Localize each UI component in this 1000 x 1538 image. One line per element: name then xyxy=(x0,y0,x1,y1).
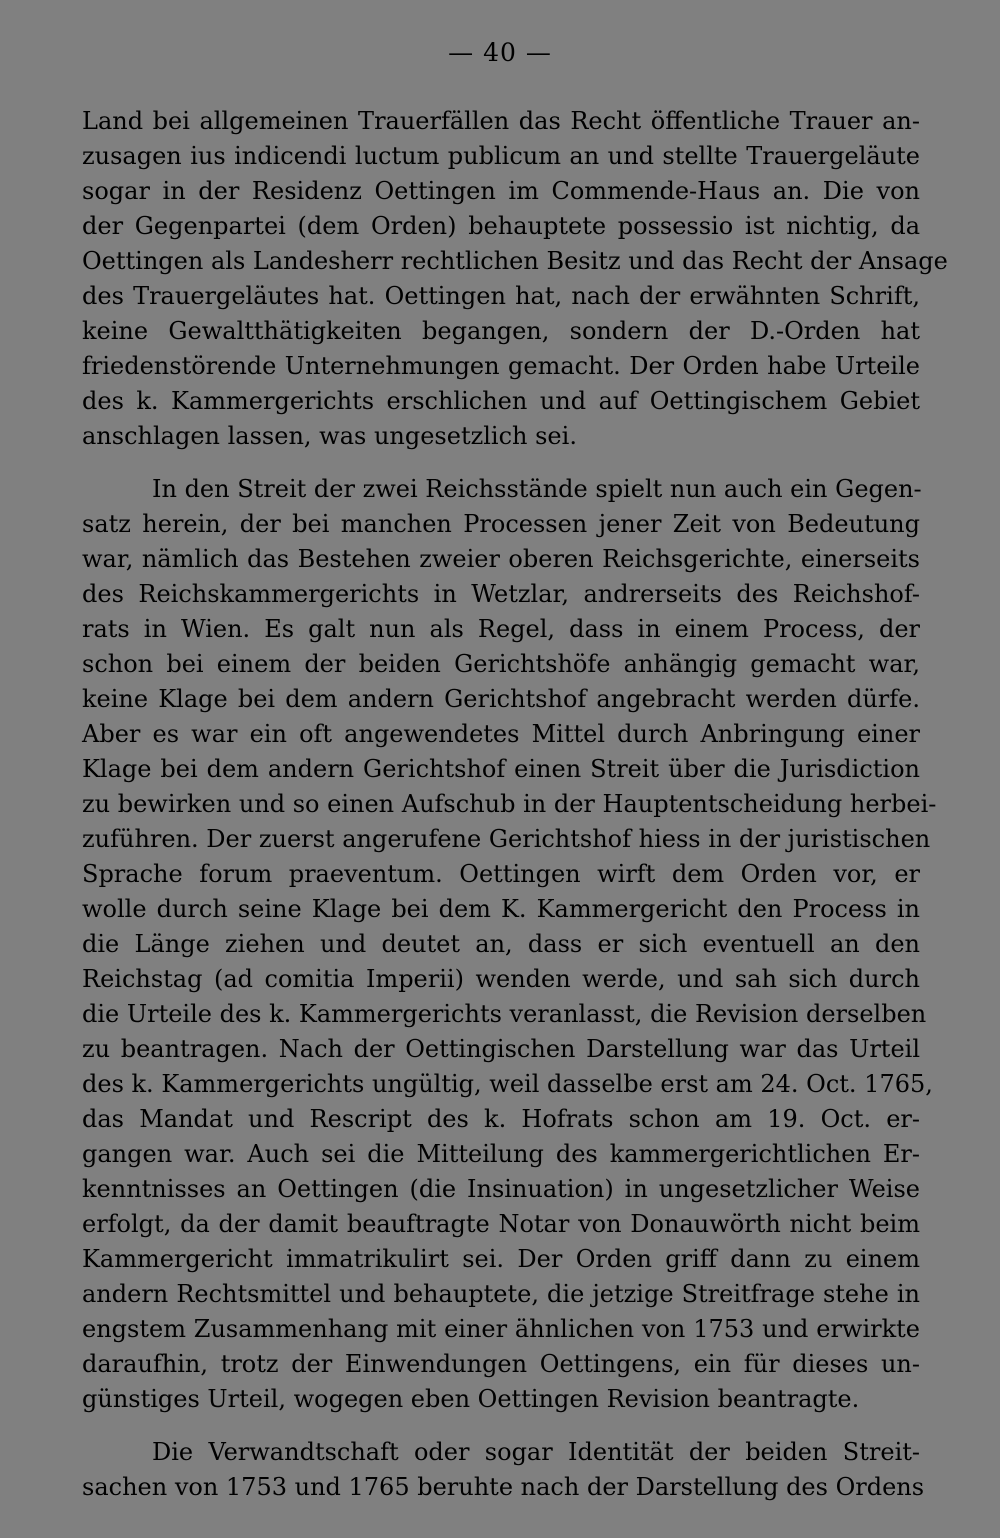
text-line: wolle durch seine Klage bei dem K. Kammergericht den Process in xyxy=(82,895,920,923)
paragraph xyxy=(82,104,948,454)
text-line: schon bei einem der beiden Gerichtshöfe anhängig gemacht war, xyxy=(82,650,920,678)
text-line: die Länge ziehen und deutet an, dass er sich eventuell an den xyxy=(82,930,920,958)
text-line: Klage bei dem andern Gerichtshof einen Streit über die Jurisdiction xyxy=(82,755,920,783)
text-line: gangen war. Auch sei die Mitteilung des kammergerichtlichen Er- xyxy=(82,1140,920,1168)
text-line: zuführen. Der zuerst angerufene Gerichtshof hiess in der juristischen xyxy=(82,825,931,853)
text-line: kenntnisses an Oettingen (die Insinuation) in ungesetzlicher Weise xyxy=(82,1175,920,1203)
text-line: sachen von 1753 und 1765 beruhte nach der Darstellung des Ordens xyxy=(82,1473,925,1501)
paragraph-gap xyxy=(82,1417,920,1435)
text-line: die Urteile des k. Kammergerichts veranlasst, die Revision derselben xyxy=(82,1000,927,1028)
text-line: Oettingen als Landesherr rechtlichen Besitz und das Recht der Ansage xyxy=(82,247,948,275)
text-line: andern Rechtsmittel und behauptete, die jetzige Streitfrage stehe in xyxy=(82,1280,920,1308)
text-line: des k. Kammergerichts erschlichen und auf Oettingischem Gebiet xyxy=(82,387,920,415)
text-line: Kammergericht immatrikulirt sei. Der Orden griff dann zu einem xyxy=(82,1245,920,1273)
text-line: friedenstörende Unternehmungen gemacht. Der Orden habe Urteile xyxy=(82,352,920,380)
text-line: zu bewirken und so einen Aufschub in der Hauptentscheidung herbei- xyxy=(82,790,937,818)
text-line: zusagen ius indicendi luctum publicum an und stellte Trauergeläute xyxy=(82,142,920,170)
text-line: engstem Zusammenhang mit einer ähnlichen von 1753 und erwirkte xyxy=(82,1315,920,1343)
text-line: Die Verwandtschaft oder sogar Identität der beiden Streit- xyxy=(152,1438,920,1466)
text-line: des Trauergeläutes hat. Oettingen hat, nach der erwähnten Schrift, xyxy=(82,282,920,310)
text-line: rats in Wien. Es galt nun als Regel, dass in einem Process, der xyxy=(82,615,920,643)
text-line: Aber es war ein oft angewendetes Mittel durch Anbringung einer xyxy=(82,720,920,748)
text-line: Land bei allgemeinen Trauerfällen das Recht öffentliche Trauer an- xyxy=(82,107,920,135)
body-text xyxy=(82,104,948,1505)
paragraph xyxy=(82,472,937,1417)
text-line: war, nämlich das Bestehen zweier oberen Reichsgerichte, einerseits xyxy=(82,545,920,573)
text-line: des k. Kammergerichts ungültig, weil dasselbe erst am 24. Oct. 1765, xyxy=(82,1070,933,1098)
text-line: keine Klage bei dem andern Gerichtshof angebracht werden dürfe. xyxy=(82,685,920,713)
text-line: Reichstag (ad comitia Imperii) wenden werde, und sah sich durch xyxy=(82,965,920,993)
paragraph-gap xyxy=(82,454,920,472)
text-line: keine Gewaltthätigkeiten begangen, sondern der D.-Orden hat xyxy=(82,317,920,345)
text-line: das Mandat und Rescript des k. Hofrats schon am 19. Oct. er- xyxy=(82,1105,920,1133)
text-line: des Reichskammergerichts in Wetzlar, andrerseits des Reichshof- xyxy=(82,580,920,608)
text-line: anschlagen lassen, was ungesetzlich sei. xyxy=(82,422,577,450)
text-line: daraufhin, trotz der Einwendungen Oettingens, ein für dieses un- xyxy=(82,1350,920,1378)
text-line: In den Streit der zwei Reichsstände spielt nun auch ein Gegen- xyxy=(152,475,922,503)
text-line: günstiges Urteil, wogegen eben Oettingen Revision beantragte. xyxy=(82,1385,860,1413)
text-line: Sprache forum praeventum. Oettingen wirft dem Orden vor, er xyxy=(82,860,920,888)
text-line: der Gegenpartei (dem Orden) behauptete possessio ist nichtig, da xyxy=(82,212,920,240)
text-line: zu beantragen. Nach der Oettingischen Darstellung war das Urteil xyxy=(82,1035,920,1063)
text-line: erfolgt, da der damit beauftragte Notar von Donauwörth nicht beim xyxy=(82,1210,920,1238)
text-line: sogar in der Residenz Oettingen im Commende-Haus an. Die von xyxy=(82,177,920,205)
text-line: satz herein, der bei manchen Processen jener Zeit von Bedeutung xyxy=(82,510,920,538)
paragraph xyxy=(82,1435,925,1505)
page-number: — 40 — xyxy=(448,38,552,67)
